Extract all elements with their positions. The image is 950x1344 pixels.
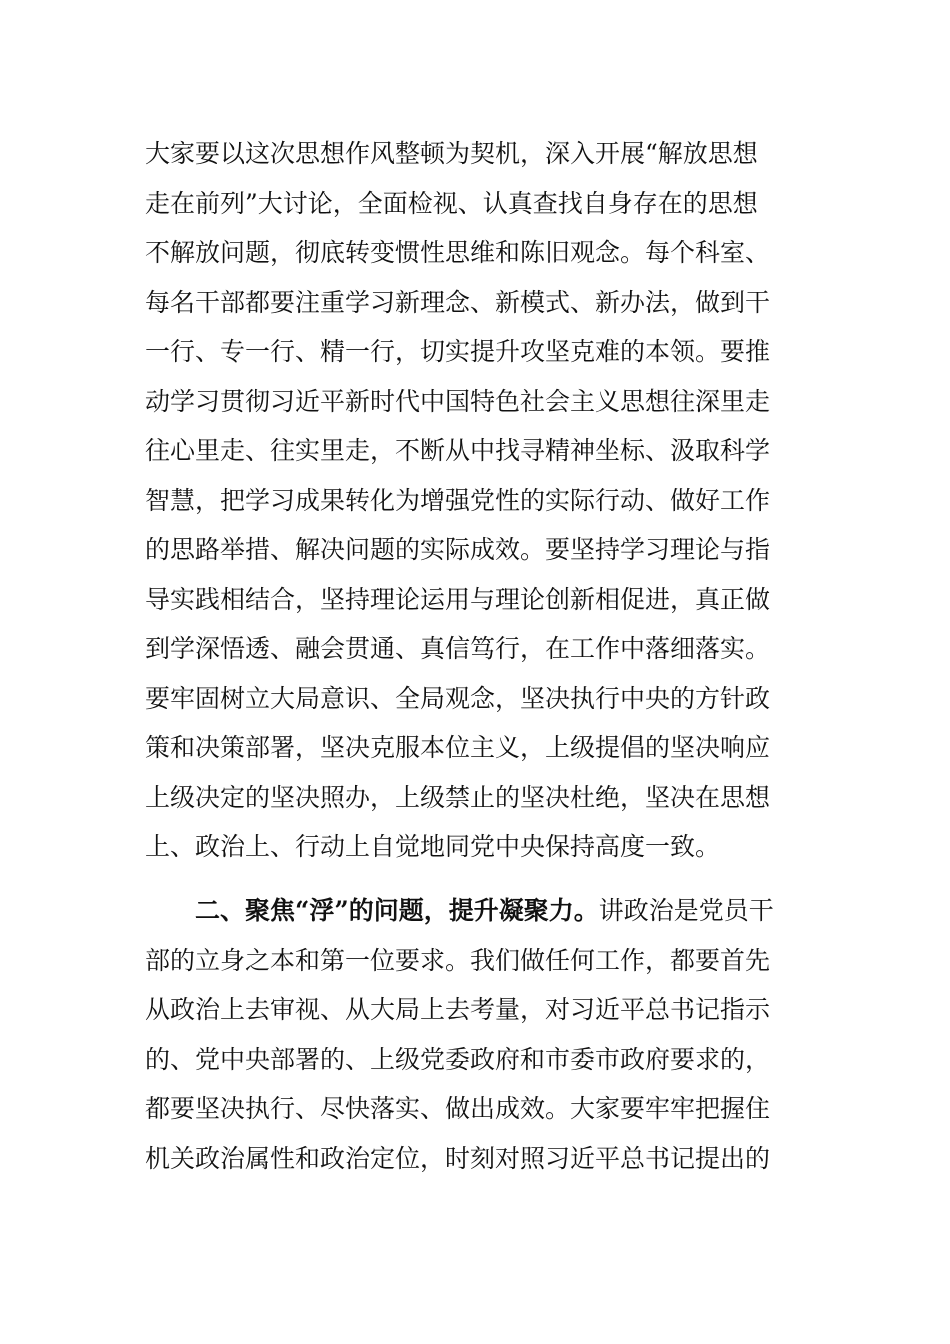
paragraph-2-line: 的、党中央部署的、上级党委政府和市委市政府要求的， [145,1044,771,1074]
paragraph-1-line: 走在前列”大讨论，全面检视、认真查找自身存在的思想 [145,188,758,218]
paragraph-1-line: 导实践相结合，坚持理论运用与理论创新相促进，真正做 [145,584,771,614]
paragraph-1-line: 一行、专一行、精一行，切实提升攻坚克难的本领。要推 [145,337,771,366]
paragraph-2 [145,886,805,1183]
paragraph-2-line: 都要坚决执行、尽快落实、做出成效。大家要牢牢把握住 [145,1094,771,1123]
paragraph-1 [145,129,805,872]
paragraph-1-line: 每名干部都要注重学习新理念、新模式、新办法，做到干 [145,287,771,317]
paragraph-1-line: 的思路举措、解决问题的实际成效。要坚持学习理论与指 [145,535,771,564]
paragraph-2-line: 部的立身之本和第一位要求。我们做任何工作，都要首先 [145,945,771,975]
paragraph-1-line: 上、政治上、行动上自觉地同党中央保持高度一致。 [145,832,721,861]
section-heading: 二、聚焦“浮”的问题，提升凝聚力。 [195,896,599,925]
paragraph-2-line: 机关政治属性和政治定位，时刻对照习近平总书记提出的 [145,1143,771,1173]
paragraph-1-line: 智慧，把学习成果转化为增强党性的实际行动、做好工作 [145,485,771,515]
paragraph-1-line: 到学深悟透、融会贯通、真信笃行，在工作中落细落实。 [145,634,771,663]
paragraph-2-first-line-rest: 讲政治是党员干 [598,896,774,925]
paragraph-1-line: 要牢固树立大局意识、全局观念，坚决执行中央的方针政 [145,683,771,713]
paragraph-1-line: 上级决定的坚决照办，上级禁止的坚决杜绝，坚决在思想 [145,782,771,812]
paragraph-1-line: 大家要以这次思想作风整顿为契机，深入开展“解放思想 [145,139,758,168]
paragraph-1-line: 往心里走、往实里走，不断从中找寻精神坐标、汲取科学 [145,436,771,465]
paragraph-1-line: 不解放问题，彻底转变惯性思维和陈旧观念。每个科室、 [145,238,771,267]
paragraph-1-line: 策和决策部署，坚决克服本位主义，上级提倡的坚决响应 [145,733,771,762]
paragraph-2-line: 从政治上去审视、从大局上去考量，对习近平总书记指示 [145,995,771,1024]
paragraph-2-first-line [145,886,805,936]
paragraph-1-line: 动学习贯彻习近平新时代中国特色社会主义思想往深里走 [145,386,771,416]
